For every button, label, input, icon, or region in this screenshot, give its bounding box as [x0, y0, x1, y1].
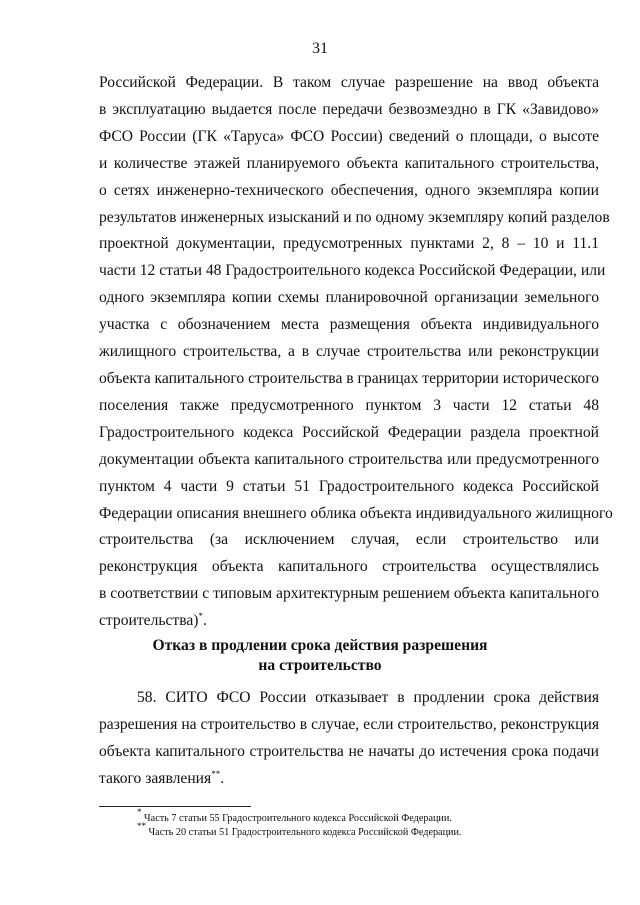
- text-line-content: жилищного строительства, а в случае строительства или реконструкции: [99, 343, 599, 361]
- text-line-content: объекта капитального строительства не начаты до истечения срока подачи: [99, 742, 599, 760]
- text-line-content: 58. СИТО ФСО России отказывает в продлении срока действия: [137, 689, 599, 706]
- section-heading: [0, 636, 640, 676]
- paragraph-58: [99, 685, 599, 793]
- text-line: [99, 258, 606, 285]
- text-line: [99, 205, 610, 232]
- footnote-mark: **: [137, 821, 146, 831]
- text-line-content: такого заявления: [99, 769, 212, 787]
- text-line-content: документации объекта капитального строительства или предусмотренного: [99, 450, 599, 468]
- text-line: [99, 178, 599, 205]
- text-line-content: строительства): [99, 612, 199, 630]
- text-line-content: части 12 статьи 48 Градостроительного кодекса Российской Федерации, или: [99, 262, 606, 280]
- heading-line-2: на строительство: [258, 657, 382, 674]
- paragraph-1: [99, 70, 613, 635]
- footnote-item: [137, 807, 597, 826]
- footnote-marker: *: [198, 611, 204, 622]
- text-line: [99, 527, 599, 554]
- text-line: [99, 124, 599, 151]
- text-line-content: проектной документации, предусмотренных пунктами 2, 8 – 10 и 11.1: [99, 235, 599, 253]
- text-line-content: пунктом 4 части 9 статьи 51 Градостроительного кодекса Российской: [99, 477, 599, 495]
- heading-line-1: Отказ в продлении срока действия разрешения: [152, 637, 488, 654]
- text-line-content: одного экземпляра копии схемы планировочной организации земельного: [99, 289, 599, 307]
- text-line-content: Федерации описания внешнего облика объекта индивидуального жилищного: [99, 504, 613, 522]
- text-line: [99, 501, 613, 528]
- text-line-content: Градостроительного кодекса Российской Федерации раздела проектной: [99, 423, 599, 441]
- text-line-content: объекта капитального строительства в границах территории исторического: [99, 369, 600, 387]
- text-line-content: о сетях инженерно-технического обеспечения, одного экземпляра копии: [99, 181, 599, 199]
- footnote-mark: *: [137, 807, 142, 817]
- text-line: [99, 712, 599, 739]
- text-line: [99, 285, 599, 312]
- text-line-content: и количестве этажей планируемого объекта капитального строительства,: [99, 154, 599, 172]
- end-punctuation: .: [203, 612, 207, 630]
- text-line-content: участка с обозначением места размещения объекта индивидуального: [99, 316, 599, 334]
- text-line-content: реконструкция объекта капитального строительства осуществлялись: [99, 558, 599, 576]
- text-line-content: в соответствии с типовым архитектурным решением объекта капитального: [99, 585, 599, 603]
- text-line-content: ФСО России (ГК «Таруса» ФСО России) сведений о площади, о высоте: [99, 127, 599, 145]
- text-line-content: поселения также предусмотренного пунктом 3 части 12 статьи 48: [99, 396, 599, 414]
- text-line: [99, 97, 599, 124]
- text-line-content: в эксплуатацию выдается после передачи безвозмездно в ГК «Завидово»: [99, 100, 599, 118]
- text-line: [99, 339, 599, 366]
- footnote-item: [137, 821, 597, 840]
- text-line-content: Российской Федерации. В таком случае разрешение на ввод объекта: [99, 74, 599, 91]
- text-line-content: результатов инженерных изысканий и по одному экземпляру копий разделов: [99, 208, 610, 226]
- footnote-divider: [99, 806, 251, 807]
- footnote-marker: **: [211, 768, 221, 779]
- text-line: [99, 739, 599, 766]
- text-line: [99, 554, 599, 581]
- text-line: [99, 447, 599, 474]
- text-line-content: разрешения на строительство в случае, если строительство, реконструкция: [99, 715, 599, 733]
- text-line: [99, 366, 599, 393]
- text-line: [99, 420, 599, 447]
- text-line: [99, 581, 599, 608]
- footnote-text: Часть 20 статьи 51 Градостроительного кодекса Российской Федерации.: [146, 827, 462, 838]
- text-line: [99, 231, 599, 258]
- footnotes: [137, 807, 597, 840]
- text-line: [99, 70, 599, 97]
- text-line: [99, 393, 599, 420]
- text-line: [99, 766, 599, 793]
- footnote-text: Часть 7 статьи 55 Градостроительного кодекса Российской Федерации.: [141, 813, 452, 824]
- text-line-content: строительства (за исключением случая, если строительство или: [99, 531, 599, 549]
- end-punctuation: .: [220, 769, 225, 787]
- text-line: [99, 685, 599, 712]
- text-line: [99, 151, 599, 178]
- text-line: [99, 312, 599, 339]
- text-line: [99, 608, 599, 635]
- page-number: 31: [312, 40, 328, 57]
- text-line: [99, 474, 599, 501]
